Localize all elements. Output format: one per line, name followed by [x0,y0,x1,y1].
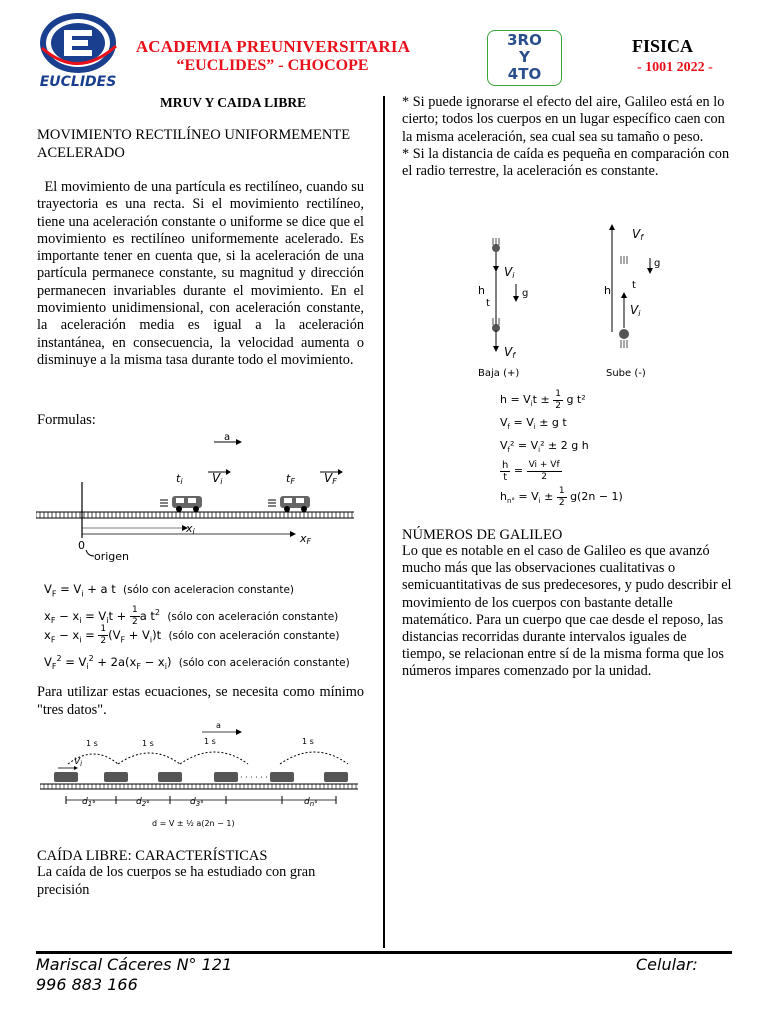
d2-label: d [136,797,142,807]
fig3-vi-down: V [504,265,513,279]
logo-text: EUCLIDES [39,74,117,90]
xf-label: x [300,532,307,545]
svg-text:d2°: $d_{2^\circ}$ [136,797,150,808]
equation-row: $x_F - x_i$ = $\frac{1}{2}$ $(V_F + V_i)t$ (sólo con aceleración constante) [44,624,340,646]
equation-row: $h = V_it$ ± $\frac{1}{2}$ g t² [500,388,586,411]
fig2-accel: a [216,721,221,730]
svg-text:d3°: $d_{3^\circ}$ [190,797,204,808]
accel-label: a [224,432,231,443]
svg-text:dn°: $d_{n^\circ}$ [304,797,318,808]
galileo-intervals-figure [40,720,358,835]
note-item: * Si la distancia de caída es pequeña en comparación con el radio terrestre, la aceleración es constante. [402,145,730,180]
svg-text:ti: ti [176,472,183,486]
interval-label: 1 s [142,739,154,748]
subject-title: FISICA [632,36,694,56]
fig3-h-down: h [478,284,485,297]
equation-row: $V_f = V_i \pm g$ t [500,416,567,432]
footer-phone: 996 883 166 [36,975,138,994]
dn-label: d [304,797,310,807]
grade-line: 3RO [507,31,542,49]
svg-text:Vi: Vi [212,471,223,486]
svg-text:Vi: $V_i$ [74,757,83,768]
caida-libre-paragraph: La caída de los cuerpos se ha estudiado con gran precisión [37,864,316,898]
section-title-mruv: MOVIMIENTO RECTILÍNEO UNIFORMEMENTE ACELERADO [37,127,351,161]
free-fall-figure [470,218,670,383]
footer-address: Mariscal Cáceres N° 121 [36,955,233,974]
three-data-note: Para utilizar estas ecuaciones, se necesita como mínimo "tres datos". [37,684,364,718]
formulas-label: Formulas: [37,412,96,428]
svg-text:Vi: Vi [504,265,515,280]
ti-label: t [176,472,181,485]
origin-label: origen [94,550,130,563]
svg-text:xi: xi [186,522,195,536]
equation-row: $x_F - x_i = V_it$ + $\frac{1}{2}$ a $t^2$ (sólo con aceleración constante) [44,604,339,627]
fig3-vi-up: V [630,303,639,317]
note-item: * Si puede ignorarse el efecto del aire, Galileo está en lo cierto; todos los cuerpos en un lugar específico caen con la misma aceleración, sea cual sea su tamaño o peso. [402,94,725,145]
tf-label: t [286,472,291,485]
equation-row: $h_{n^\circ} = V_i$ ± $\frac{1}{2}$ g(2n − 1) [500,485,623,508]
car-initial [160,496,202,512]
fig3-down-label: Baja (+) [478,368,520,379]
fig2-formula: d = V ± ½ a(2n − 1) [152,819,235,828]
fig3-t-down: t [486,298,490,309]
free-fall-notes [402,94,732,180]
equation-row: $V_f^2 = V_i^2 \pm 2$ g h [500,439,589,455]
grade-line: 4TO [507,65,542,83]
vi-label: V [212,471,221,485]
interval-label: 1 s [204,737,216,746]
topic-title: MRUV Y CAIDA LIBRE [160,95,307,110]
svg-text:d1°: $d_{1^\circ}$ [82,797,96,808]
equation-row: $\frac{h}{t}$ = $\frac{Vi + Vf}{2}$ [502,459,560,483]
mruv-paragraph: El movimiento de una partícula es rectilíneo, cuando su trayectoria es una recta. Si el movimiento rectilíneo, tiene una aceleración constante o uniforme se dice que el movimiento es rectilíneo uniformemente acelerado. Es importante tener en cuenta que, si la aceleración de una partícula permanece constante, su magnitud y dirección permanecen invariables durante el movimiento. En el movimiento unidimensional, con aceleración constante, la aceleración media es igual a la aceleración instantánea, en consecuencia, la velocidad aumenta o disminuye a la misma tasa durante todo el movimiento. [37,179,368,368]
svg-text:VF: VF [324,471,337,486]
svg-text:xF: xF [300,532,312,546]
column-divider [383,96,385,948]
academy-name: ACADEMIA PREUNIVERSITARIA [135,37,411,56]
footer-cell-label: Celular: [636,955,698,974]
fig3-h-up: h [604,284,611,297]
svg-text:Vf: Vf [504,345,516,360]
footer-rule [36,951,732,954]
document-code: - 1001 2022 - [637,60,713,75]
d1-label: d [82,797,88,807]
equation-row: $V_F^2 = V_i^2 + 2a(x_F - x_i)$ (sólo con aceleración constante) [44,654,350,672]
svg-text:Vf: Vf [632,227,644,242]
car-final [268,496,310,512]
fig3-vf-up: V [632,227,641,241]
d3-label: d [190,797,196,807]
fig3-vf-down: V [504,345,513,359]
svg-text:Vi: Vi [630,303,641,318]
fig2-dots: · · · · · · [240,773,268,782]
fig3-up-label: Sube (-) [606,368,646,379]
vf-label: V [324,471,333,485]
section-title-caida-libre: CAÍDA LIBRE: CARACTERÍSTICAS [37,848,268,864]
fig3-g-down: g [522,288,529,299]
interval-label: 1 s [302,737,314,746]
section-title-galileo: NÚMEROS DE GALILEO [402,527,563,543]
mruv-equations [44,578,350,672]
svg-text:tF: tF [286,472,295,486]
fig3-g-up: g [654,258,661,269]
fig2-vi: V [74,757,81,767]
free-fall-equations [500,388,640,508]
academy-subtitle: “EUCLIDES” - CHOCOPE [176,57,369,74]
falling-body [492,238,500,352]
equation-row: $V_F = V_i + a$ t (sólo con aceleracion constante) [44,582,294,599]
grade-line: Y [519,48,530,66]
grade-badge [487,30,562,86]
zero-label: 0 [78,539,85,552]
rising-body [609,224,629,348]
mruv-track-figure [36,432,354,567]
interval-label: 1 s [86,739,98,748]
galileo-paragraph: Lo que es notable en el caso de Galileo es que avanzó mucho más que las observaciones cualitativas o semicuantitativas de sus predecesores, y pudo describir el movimiento de los cuerpos con bastante detalle matemático. Para un cuerpo que cae desde el reposo, las distancias recorridas durante intervalos iguales de tiempo, se relacionan entre sí de la misma forma que los números impares comenzado por la unidad. [402,543,732,680]
fig3-t-up: t [632,280,636,291]
euclides-logo [36,10,120,90]
xi-label: x [186,522,193,535]
